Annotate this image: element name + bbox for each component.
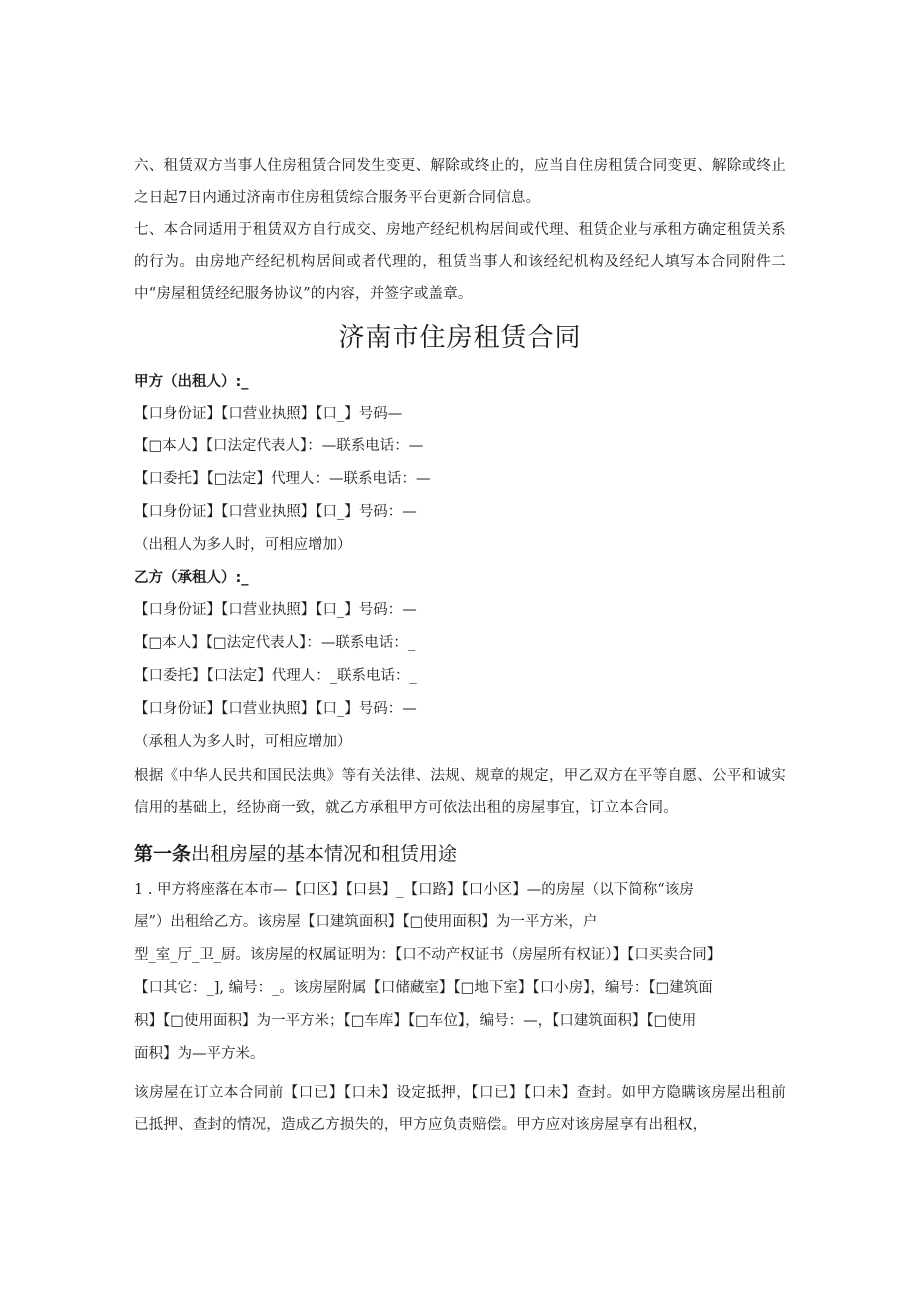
paragraph-seven: 七、本合同适用于租赁双方自行成交、房地产经纪机构居间或代理、租赁企业与承租方确定租赁关系的行为。由房地产经纪机构居间或者代理的，租赁当事人和该经纪机构及经纪人填写本合同附件二中“房屋租赁经纪服务协议”的内容，并签字或盖章。: [134, 222, 786, 302]
clause-one-line-4: 【口其它：_], 编号：_。该房屋附属【口储藏室】【□地下室】【口小房】，编号：【□建筑面: [134, 980, 713, 996]
party-b-agent-line: 【口委托】【口法定】代理人：_联系电话：_: [134, 668, 417, 684]
party-a-agent-line: 【口委托】【□法定】代理人：—联系电话：—: [134, 471, 431, 487]
clause-one-line-1: 1 . 甲方将座落在本市—【口区】【口县】_【口路】【口小区】—的房屋（以下简称“该房: [134, 882, 694, 898]
party-a-agent-id-line: 【口身份证】【口营业执照】【口_】号码：—: [134, 504, 417, 520]
party-b-contact-line: 【□本人】【□法定代表人】：—联系电话：_: [134, 635, 416, 651]
clause-one-line-6: 面积】为—平方米。: [134, 1046, 265, 1062]
party-a-id-line: 【口身份证】【口营业执照】【口_】号码—: [134, 406, 403, 422]
article-one-heading: [134, 838, 457, 870]
party-a-label: 甲方（出租人）:_: [134, 374, 249, 390]
party-a-contact-line: 【□本人】【口法定代表人】：—联系电话：—: [134, 438, 424, 454]
paragraph-six: 六、租赁双方当事人住房租赁合同发生变更、解除或终止的，应当自住房租赁合同变更、解除或终止之日起7日内通过济南市住房租赁综合服务平台更新合同信息。: [134, 158, 786, 206]
preamble-paragraph: 根据《中华人民共和国民法典》等有关法律、法规、规章的规定，甲乙双方在平等自愿、公平和诚实信用的基础上，经协商一致，就乙方承租甲方可依法出租的房屋事宜，订立本合同。: [134, 768, 786, 816]
article-one-number: 第一条: [134, 843, 192, 865]
page-title: 济南市住房租赁合同: [338, 323, 582, 353]
mortgage-paragraph: 该房屋在订立本合同前【口已】【口未】设定抵押，【口已】【口未】查封。如甲方隐瞒该房屋出租前已抵押、查封的情况，造成乙方损失的，甲方应负责赔偿。甲方应对该房屋享有出租权，: [134, 1085, 786, 1133]
party-a-note: （出租人为多人时，可相应增加）: [134, 537, 352, 553]
article-one-title: 出租房屋的基本情况和租赁用途: [191, 843, 458, 865]
party-b-label: 乙方（承租人）:_: [134, 570, 249, 586]
clause-one-line-3: 型_室_厅_卫_厨。该房屋的权属证明为：【口不动产权证书（房屋所有权证）】【口买卖合同】: [134, 947, 722, 963]
clause-one-line-5: 积】【□使用面积】为一平方米；【□车库】【□车位】，编号：—，【口建筑面积】【□使用: [134, 1013, 697, 1029]
party-b-id-line: 【口身份证】【口营业执照】【口_】号码：—: [134, 602, 417, 618]
clause-one-line-2: 屋”）出租给乙方。该房屋【口建筑面积】【□使用面积】为一平方米，户: [134, 914, 598, 930]
party-b-agent-id-line: 【口身份证】【口营业执照】【口_】号码：—: [134, 701, 417, 717]
party-b-note: （承租人为多人时，可相应增加）: [134, 734, 352, 750]
